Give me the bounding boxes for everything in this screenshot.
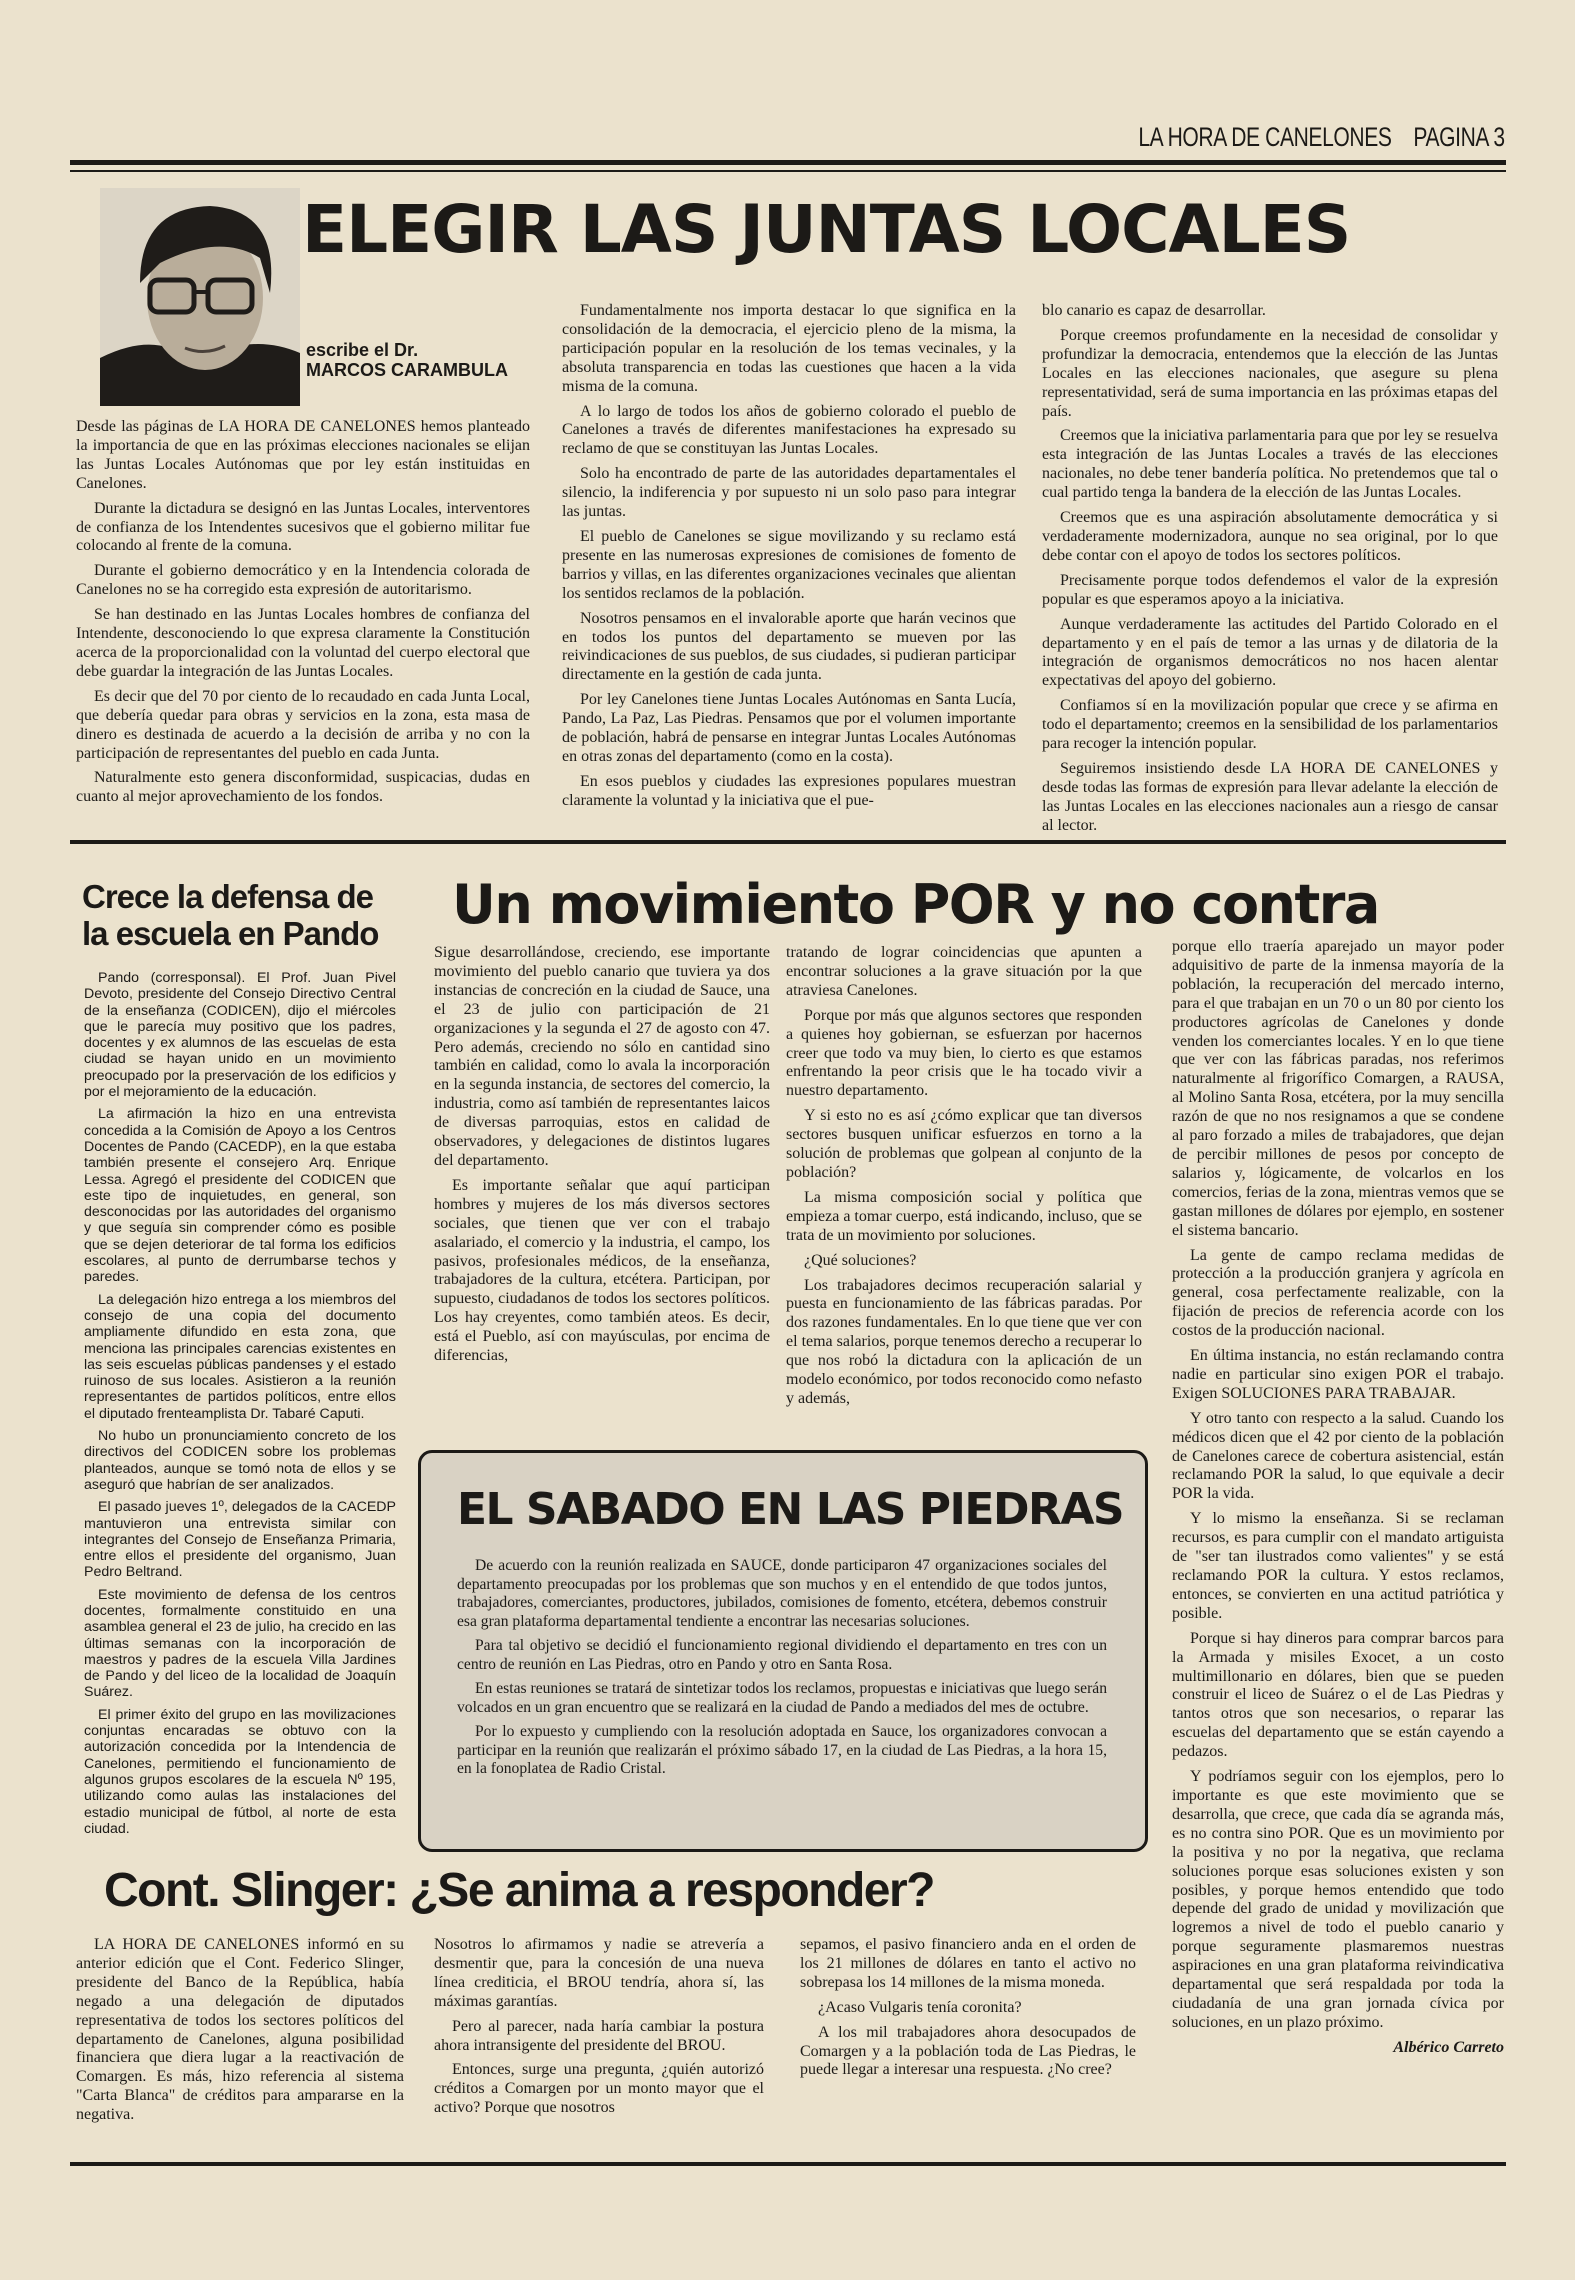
masthead-paper: LA HORA DE CANELONES [1138, 122, 1392, 152]
paragraph: Seguiremos insistiendo desde LA HORA DE CANELONES y desde todas las formas de expresión para llevar adelante la elección de las Juntas Locales en las elecciones nacionales aun a riesgo de cansar al lector. [1042, 759, 1498, 834]
masthead [1139, 122, 1505, 153]
paragraph: Se han destinado en las Juntas Locales hombres de confianza del Intendente, desconociendo lo que expresa claramente la Constitución acerca de la proporcionalidad con la voluntad del cuerpo electoral que debe guardar la integración de las Juntas Locales. [76, 606, 530, 680]
box-body [457, 1557, 1107, 1785]
paragraph: Para tal objetivo se decidió el funcionamiento regional dividiendo el departamento en tres con un centro de reunión en Las Piedras, otro en Pando y otro en Santa Rosa. [457, 1637, 1107, 1673]
box-title: EL SABADO EN LAS PIEDRAS [457, 1484, 1124, 1535]
top-rule-thin [70, 170, 1506, 172]
article1-col1 [76, 418, 530, 813]
section-rule-1 [70, 840, 1506, 844]
paragraph: Por ley Canelones tiene Juntas Locales Autónomas en Santa Lucía, Pando, La Paz, Las Piedras. Pensamos que por el volumen importante de población, habrá de pensarse en integrar Juntas Locales Autónomas en otras zonas del departamento (como en la costa). [562, 691, 1016, 765]
paragraph: LA HORA DE CANELONES informó en su anterior edición que el Cont. Federico Slinger, presidente del Banco de la República, había negado a una delegación de diputados representativa de todos los sectores políticos del departamento de Canelones, alguna posibilidad financiera que diera lugar a la reactivación de Comargen. Es más, hizo referencia al sistema "Carta Blanca" de créditos para ampararse en la negativa. [76, 1936, 404, 2124]
paragraph: ¿Qué soluciones? [804, 1251, 917, 1269]
top-rule-thick [70, 160, 1506, 165]
paragraph: La misma composición social y política que empieza a tomar cuerpo, está indicando, incluso, que se trata de un movimiento por soluciones. [786, 1188, 1142, 1244]
paragraph: Naturalmente esto genera disconformidad, suspicacias, dudas en cuanto al mejor aprovechamiento de los fondos. [76, 769, 530, 806]
paragraph: Es decir que del 70 por ciento de lo recaudado en cada Junta Local, que debería quedar para obras y servicios en la zona, esta masa de dinero es destinada de acuerdo a la decisión de arriba y no con la participación de representantes del pueblo en cada Junta. [76, 687, 530, 762]
paragraph: A los mil trabajadores ahora desocupados de Comargen y a la población toda de Las Piedras, le puede llegar a interesar una respuesta. ¿No cree? [800, 2023, 1136, 2079]
paragraph: De acuerdo con la reunión realizada en SAUCE, donde participaron 47 organizaciones sociales del departamento preocupadas por los problemas que son muchos y en el entendido de que todos juntos, trabajadores, comerciantes, productores, jubilados, comisiones de fomento, etcétera, debemos construir esa gran plataforma departamental tendiente a encontrar las necesarias soluciones. [457, 1557, 1107, 1630]
paragraph: Por lo expuesto y cumpliendo con la resolución adoptada en Sauce, los organizadores convocan a participar en la reunión que realizarán el próximo sábado 17, en la ciudad de Las Piedras, a la hora 15, en la fonoplatea de Radio Cristal. [457, 1723, 1107, 1777]
paragraph: Durante la dictadura se designó en las Juntas Locales, interventores de confianza de los Intendentes sucesivos que el gobierno militar fue colocando al frente de la comuna. [76, 499, 530, 555]
article3-col1 [434, 944, 770, 1372]
paragraph: Es importante señalar que aquí participan hombres y mujeres de los más diversos sectores sociales, que tienen que ver con el trabajo asalariado, el comercio y la industria, el campo, los pasivos, profesionales médicos, de la enseñanza, trabajadores de la cultura, etcétera. Participan, por supuesto, ciudadanos de todos los sectores políticos. Los hay creyentes, como también ateos. Es decir, está el Pueblo, así con mayúsculas, por encima de diferencias, [434, 1176, 770, 1365]
article2-body [84, 970, 396, 1843]
paragraph: Durante el gobierno democrático y en la Intendencia colorada de Canelones no se ha corregido esta expresión de autoritarismo. [76, 562, 530, 599]
paragraph: Porque si hay dineros para comprar barcos para la Armada y misiles Exocet, a un costo multimillonario en dólares, bien que se pueden construir el liceo de Suárez o el de Las Piedras y tantos otros que son necesarios, o reparar las escuelas del departamento que se están cayendo a pedazos. [1172, 1629, 1504, 1761]
title-line: Crece la defensa de [82, 878, 373, 915]
paragraph: El primer éxito del grupo en las movilizaciones conjuntas encaradas se obtuvo con la autorización concedida por la Intendencia de Canelones, permitiendo el funcionamiento de algunos grupos escolares de la escuela Nº 195, utilizando como aulas las instalaciones del estadio municipal de fútbol, al norte de esta ciudad. [84, 1706, 396, 1837]
paragraph: Creemos que es una aspiración absolutamente democrática y si verdaderamente modernizadora, aunque no sea original, por lo que debe contar con el apoyo de todos los sectores políticos. [1042, 509, 1498, 564]
paragraph: Solo ha encontrado de parte de las autoridades departamentales el silencio, la indiferencia y por supuesto ni un solo paso para integrar las juntas. [562, 465, 1016, 521]
paragraph: Desde las páginas de LA HORA DE CANELONES hemos planteado la importancia de que en las próximas elecciones nacionales se elijan las Juntas Locales Autónomas que por ley están instituidas en Canelones. [76, 418, 530, 492]
paragraph: Pero al parecer, nada haría cambiar la postura ahora intransigente del presidente del BROU. [434, 2017, 764, 2054]
paragraph: Pando (corresponsal). El Prof. Juan Pivel Devoto, presidente del Consejo Directivo Central de la enseñanza (CODICEN), dijo el miércoles que le parecía muy positivo que los padres, docentes y ex alumnos de las escuelas de esta ciudad se hayan unido en un movimiento preocupado por la preservación de los edificios y por el mejoramiento de la educación. [84, 970, 396, 1101]
article3-col3 [1172, 938, 1504, 2058]
paragraph: En última instancia, no están reclamando contra nadie en particular sino exigen POR el trabajo. Exigen SOLUCIONES PARA TRABAJAR. [1172, 1347, 1504, 1402]
paragraph: Fundamentalmente nos importa destacar lo que significa en la consolidación de la democracia, el ejercicio pleno de la misma, la participación popular en la resolución de los temas vecinales, y la absoluta transparencia en todas las cuestiones que hacen a la vida misma de la comuna. [562, 302, 1016, 395]
article1-byline [306, 340, 508, 380]
paragraph: Los trabajadores decimos recuperación salarial y puesta en funcionamiento de las fábricas paradas. Por dos razones fundamentales. En lo que tiene que ver con el tema salarios, porque tenemos derecho a recuperar lo que nos robó la dictadura con la aplicación de un modelo económico, por todos reconocido como nefasto y además, [786, 1276, 1142, 1407]
paragraph: blo canario es capaz de desarrollar. [1042, 302, 1266, 319]
paragraph: Y podríamos seguir con los ejemplos, pero lo importante es que este movimiento que se desarrolla, que crece, que cada día se agranda más, es no contra sino POR. Que es un movimiento por la positiva y no por la negativa, que reclama soluciones porque esas soluciones existen y son posibles, y porque hemos entendido que todo depende del grado de unidad y movilización que logremos a nivel de todo el pueblo canario y porque seguramente plasmaremos nuestras aspiraciones en una gran plataforma reivindicativa departamental que será respaldada por toda la ciudadanía de una gran jornada cívica por soluciones, en un plazo próximo. [1172, 1768, 1504, 2031]
author-portrait [100, 188, 300, 406]
article2-title [82, 878, 378, 952]
paragraph: Confiamos sí en la movilización popular que crece y se afirma en todo el departamento; creemos en la sensibilidad de los parlamentarios para recoger la intención popular. [1042, 697, 1498, 753]
paragraph: Entonces, surge una pregunta, ¿quién autorizó créditos a Comargen por un monto mayor que el activo? Porque que nosotros [434, 2061, 764, 2117]
paragraph: La afirmación la hizo en una entrevista concedida a la Comisión de Apoyo a los Centros Docentes de Pando (CACEDP), en la que estaba también presente el consejero Arq. Enrique Lessa. Agregó el presidente del CODICEN que este tipo de inquietudes, en general, son desconocidas por las autoridades del organismo y que seguía sin comprender cómo es posible que se dejen deteriorar de tal forma los edificios escolares, al punto de derrumbarse techos y paredes. [84, 1106, 396, 1286]
bottom-rule [70, 2162, 1506, 2166]
article4-col3 [800, 1936, 1136, 2086]
paragraph: Porque creemos profundamente en la necesidad de consolidar y profundizar la democracia, entendemos que la elección de las Juntas Locales en las elecciones nacionales, que asegure su plena representatividad, será de suma importancia en las próximas etapas del país. [1042, 326, 1498, 420]
article1-title: ELEGIR LAS JUNTAS LOCALES [302, 191, 1351, 268]
paragraph: tratando de lograr coincidencias que apunten a encontrar soluciones a la grave situación por la que atraviesa Canelones. [786, 944, 1142, 999]
article4-col1 [76, 1936, 404, 2131]
paragraph: Y otro tanto con respecto a la salud. Cuando los médicos dicen que el 42 por ciento de la población de Canelones carece de cobertura asistencial, están reclamando POR la salud, lo que equivale a decir POR la vida. [1172, 1409, 1504, 1503]
paragraph: Y lo mismo la enseñanza. Si se reclaman recursos, es para cumplir con el mandato artiguista de "ser tan ilustrados como valientes" y se está reclamando POR la cultura. Y estos reclamos, entonces, se convierten en una actitud patriótica y posible. [1172, 1510, 1504, 1622]
article1-col3 [1042, 302, 1498, 842]
paragraph: En estas reuniones se tratará de sintetizar todos los reclamos, propuestas e iniciativas que luego serán volcados en un gran encuentro que se realizará en la ciudad de Pando a mediados del mes de octubre. [457, 1680, 1107, 1716]
paragraph: En esos pueblos y ciudades las expresiones populares muestran claramente la voluntad y la iniciativa que el pue- [562, 772, 1016, 809]
paragraph: El pasado jueves 1º, delegados de la CACEDP mantuvieron una entrevista similar con integrantes del Consejo de Enseñanza Primaria, entre ellos el presidente del organismo, Juan Pedro Beltrand. [84, 1499, 396, 1581]
paragraph: ¿Acaso Vulgaris tenía coronita? [818, 1998, 1022, 2016]
paragraph: La delegación hizo entrega a los miembros del consejo de una copia del documento ampliamente difundido en esta zona, que menciona las principales carencias existentes en las seis escuelas públicas pandenses y el estado ruinoso de sus locales. Asistieron a la reunión representantes de partidos políticos, entre ellos el diputado frenteamplista Dr. Tabaré Caputi. [84, 1291, 396, 1422]
paragraph: Y si esto no es así ¿cómo explicar que tan diversos sectores busquen unificar esfuerzos en torno a la solución de problemas que golpean al conjunto de la población? [786, 1107, 1142, 1181]
paragraph: Aunque verdaderamente las actitudes del Partido Colorado en el departamento y en el país de temor a las urnas y de dilatoria de la integración de organismos democráticos no nos hacen alentar expectativas del apoyo del gobierno. [1042, 615, 1498, 690]
byline-name: MARCOS CARAMBULA [306, 360, 508, 380]
byline-prefix: escribe el Dr. [306, 340, 419, 360]
paragraph: A lo largo de todos los años de gobierno colorado el pueblo de Canelones a través de diferentes manifestaciones ha expresado su reclamo de que se constituyan las Juntas Locales. [562, 402, 1016, 458]
paragraph: Creemos que la iniciativa parlamentaria para que por ley se resuelva esta integración de las Juntas Locales a través de las elecciones nacionales, no debe tener bandería política. No pretendemos que tal o cual partido tenga la bandera de la elección de las Juntas Locales. [1042, 427, 1498, 502]
paragraph: No hubo un pronunciamiento concreto de los directivos del CODICEN sobre los problemas planteados, aunque se tomó nota de ellos y se aseguró que habrían de ser analizados. [84, 1428, 396, 1493]
article1-col2 [562, 302, 1016, 817]
paragraph: Precisamente porque todos defendemos el valor de la expresión popular es que esperamos apoyo a la iniciativa. [1042, 571, 1498, 608]
paragraph: La gente de campo reclama medidas de protección a la producción granjera y agrícola en general, cosa perfectamente realizable, con la fijación de precios de referencia acorde con los costos de la producción nacional. [1172, 1246, 1504, 1340]
article3-col2 [786, 944, 1142, 1415]
paragraph: porque ello traería aparejado un mayor poder adquisitivo de parte de la inmensa mayoría de la población, la recuperación del mercado interno, para el que trabajan en un 70 o un 80 por ciento los productores agrícolas de Canelones y donde venden los comerciantes locales. Y en lo que tiene que ver con las fábricas paradas, nos referimos naturalmente al frigorífico Comargen, a RAUSA, al Molino Santa Rosa, etcétera, por la muy sencilla razón de que no nos resignamos a que se condene al paro forzado a miles de trabajadores, que dejan de percibir millones de pesos por concepto de salarios y, lógicamente, de volcarlos en los comercios, ferias de la zona, mientras vemos que se gastan millones de dólares por ejemplo, en sostener el sistema bancario. [1172, 938, 1504, 1239]
paragraph: Sigue desarrollándose, creciendo, ese importante movimiento del pueblo canario que tuviera ya dos instancias de concreción en la ciudad de Sauce, una el 23 de julio con participación de 21 organizaciones y la segunda el 27 de agosto con 47. Pero además, creciendo no sólo en cantidad sino también en calidad, como lo avala la incorporación en la segunda instancia, de sectores del comercio, la industria, como así también de representantes laicos de diversas parroquias, estos en calidad de observadores, y delegaciones de distintos lugares del departamento. [434, 944, 770, 1169]
article4-col2 [434, 1936, 764, 2124]
article3-signature: Albérico Carreto [1393, 2038, 1504, 2056]
article4-title: Cont. Slinger: ¿Se anima a responder? [104, 1864, 934, 1917]
paragraph: Porque por más que algunos sectores que responden a quienes hoy gobiernan, se esfuerzan por hacernos creer que todo va muy bien, lo cierto es que estamos enfrentando la peor crisis que le ha tocado vivir a nuestro departamento. [786, 1006, 1142, 1100]
paragraph: Nosotros lo afirmamos y nadie se atrevería a desmentir que, para la concesión de una nueva línea crediticia, el BROU tendría, ahora sí, las máximas garantías. [434, 1936, 764, 2010]
paragraph: sepamos, el pasivo financiero anda en el orden de los 21 millones de dólares en tanto el activo no sobrepasa los 14 millones de la misma moneda. [800, 1936, 1136, 1991]
masthead-page: PAGINA 3 [1413, 122, 1505, 152]
sabado-box [418, 1450, 1148, 1852]
paragraph: Este movimiento de defensa de los centros docentes, formalmente constituido en una asamblea general el 23 de julio, ha crecido en las últimas semanas con la incorporación de maestros y padres de la escuela Villa Jardines de Pando y del liceo de la localidad de Joaquín Suárez. [84, 1586, 396, 1701]
paragraph: El pueblo de Canelones se sigue movilizando y su reclamo está presente en las numerosas expresiones de comisiones de fomento de barrios y villas, en las diferentes organizaciones vecinales que alientan los sentidos reclamos de la población. [562, 527, 1016, 602]
paragraph: Nosotros pensamos en el invalorable aporte que harán vecinos que en todos los puntos del departamento se mueven por las reivindicaciones de sus pueblos, de sus ciudades, si pudieran participar directamente en la gestión de cada junta. [562, 609, 1016, 684]
article3-title: Un movimiento POR y no contra [452, 873, 1379, 936]
title-line: la escuela en Pando [82, 915, 379, 952]
